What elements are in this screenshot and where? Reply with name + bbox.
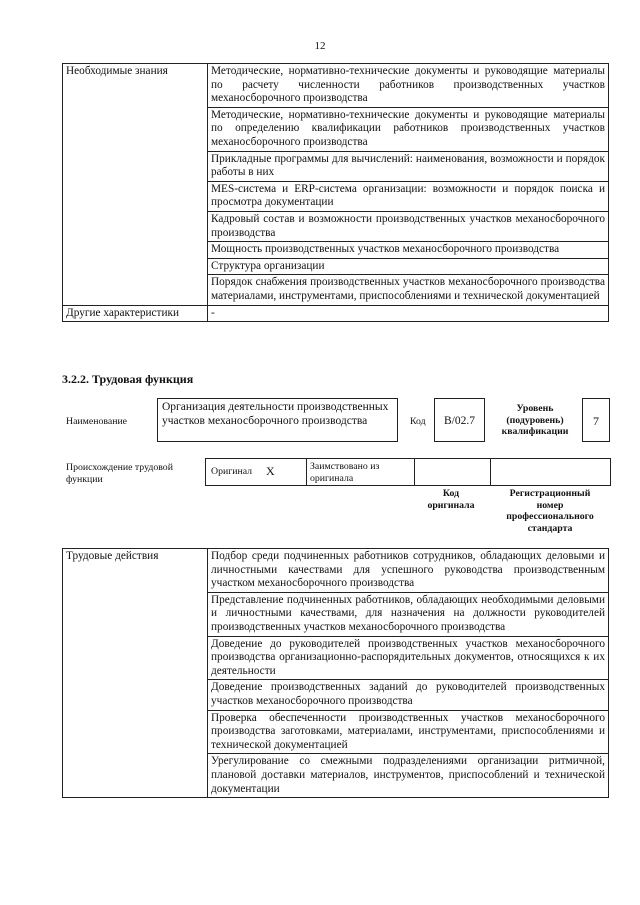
- action-item: Представление подчиненных работников, обладающих необходимыми деловыми и личностными качествами, для назначения на должности руководителей производственных участков механосборочного производства: [208, 592, 609, 636]
- section-title: 3.2.2. Трудовая функция: [62, 372, 194, 386]
- divider: [414, 459, 415, 485]
- action-item: Доведение производственных заданий до руководителей производственных участков механосборочного производства: [208, 680, 609, 710]
- action-item: Проверка обеспеченности производственных участков механосборочного производства заготовками, материалами, инструментами, приспособлениями и технической документацией: [208, 710, 609, 754]
- reg-number-label: Регистрационный номер профессионального стандарта: [506, 488, 594, 534]
- knowledge-item: Порядок снабжения производственных участков механосборочного производства материалами, инструментами, приспособлениями и технической документацией: [208, 275, 609, 305]
- code-label: Код: [410, 416, 426, 427]
- knowledge-label: Необходимые знания: [63, 64, 208, 306]
- knowledge-item: Прикладные программы для вычислений: наименования, возможности и порядок работы в них: [208, 151, 609, 181]
- actions-label: Трудовые действия: [63, 549, 208, 798]
- origin-row: [205, 458, 611, 486]
- divider: [306, 459, 307, 485]
- page-number: 12: [314, 40, 326, 52]
- action-item: Урегулирование со смежными подразделениями организации ритмичной, плановой доставки материалов, инструментов, приспособлений и технической документации: [208, 754, 609, 798]
- knowledge-item: Кадровый состав и возможности производственных участков механосборочного производства: [208, 211, 609, 241]
- code-value: B/02.7: [444, 415, 475, 427]
- action-item: Доведение до руководителей производственных участков механосборочного производства организационно-распорядительных документов, относящихся к их деятельности: [208, 636, 609, 680]
- original-mark: X: [266, 464, 275, 478]
- function-name-box: [157, 398, 398, 442]
- actions-table: [62, 548, 609, 798]
- level-box: [582, 398, 610, 442]
- knowledge-item: Мощность производственных участков механосборочного производства: [208, 242, 609, 259]
- divider: [490, 459, 491, 485]
- other-characteristics-label: Другие характеристики: [63, 305, 208, 322]
- knowledge-item: Структура организации: [208, 258, 609, 275]
- borrowed-label: Заимствовано из оригинала: [310, 461, 380, 484]
- knowledge-item: Методические, нормативно-технические документы и руководящие материалы по расчету численности работников производственных участков механосборочного производства: [208, 64, 609, 108]
- function-name: Организация деятельности производственных участков механосборочного производства: [162, 401, 389, 427]
- level-label: Уровень (подуровень) квалификации: [501, 403, 569, 437]
- other-characteristics-value: -: [208, 305, 609, 322]
- code-original-label: Код оригинала: [427, 488, 475, 511]
- origin-label: Происхождение трудовой функции: [66, 462, 173, 485]
- knowledge-item: MES-система и ERP-система организации: возможности и порядок поиска и просмотра документации: [208, 181, 609, 211]
- action-item: Подбор среди подчиненных работников сотрудников, обладающих деловыми и личностными качествами для успешного руководства производственным участком механосборочного производства: [208, 549, 609, 593]
- code-box: [434, 398, 485, 442]
- name-label: Наименование: [66, 416, 128, 427]
- level-value: 7: [593, 414, 599, 428]
- knowledge-item: Методические, нормативно-технические документы и руководящие материалы по определению квалификации работников производственных участков механосборочного производства: [208, 107, 609, 151]
- knowledge-table: [62, 63, 609, 322]
- original-label: Оригинал: [211, 466, 253, 477]
